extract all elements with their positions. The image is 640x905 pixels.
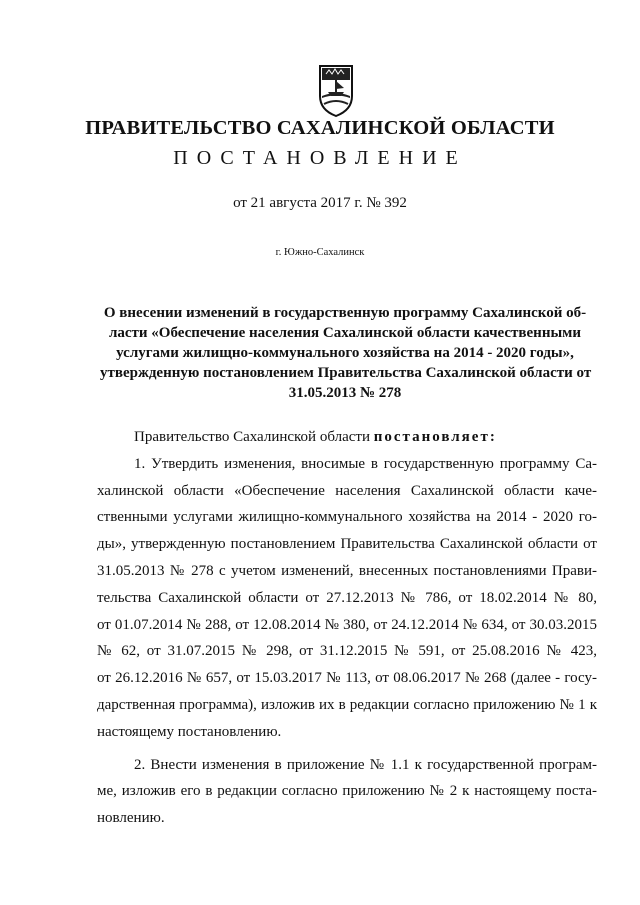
subject-line: О внесении изменений в государственную программу Сахалинской об- bbox=[103, 305, 587, 321]
item1-line: от 26.12.2016 № 657, от 15.03.2017 № 113, от 08.06.2017 № 268 (далее - госу- bbox=[97, 670, 597, 687]
document-type: ПОСТАНОВЛЕНИЕ bbox=[173, 147, 467, 169]
item1-line: 1. Утвердить изменения, вносимые в государственную программу Са- bbox=[134, 455, 597, 472]
document-date-number: от 21 августа 2017 г. № 392 bbox=[233, 195, 407, 211]
item1-line: ды», утвержденную постановлением Правительства Сахалинской области от bbox=[97, 536, 597, 553]
subject-line: 31.05.2013 № 278 bbox=[288, 385, 402, 401]
item1-line: тельства Сахалинской области от 27.12.2013 № 786, от 18.02.2014 № 80, bbox=[97, 589, 597, 606]
document-body bbox=[97, 424, 597, 832]
document-subject bbox=[100, 303, 590, 403]
preamble-emphasis: постановляет: bbox=[373, 429, 497, 445]
item2-line: ме, изложив его в редакции согласно приложению № 2 к настоящему поста- bbox=[97, 783, 597, 800]
item2-line: 2. Внести изменения в приложение № 1.1 к государственной програм- bbox=[134, 756, 597, 773]
document-city: г. Южно-Сахалинск bbox=[275, 247, 365, 258]
item1-line: от 01.07.2014 № 288, от 12.08.2014 № 380, от 24.12.2014 № 634, от 30.03.2015 bbox=[97, 616, 597, 633]
sakhalin-coat-of-arms-icon bbox=[318, 60, 354, 118]
item1-line: ственными услугами жилищно-коммунального хозяйства на 2014 - 2020 го- bbox=[97, 509, 597, 526]
item1-line: 31.05.2013 № 278 с учетом изменений, внесенных постановлениями Прави- bbox=[97, 562, 597, 579]
preamble-text: Правительство Сахалинской области bbox=[134, 429, 374, 445]
item1-line: настоящему постановлению. bbox=[97, 723, 282, 740]
subject-line: ласти «Обеспечение населения Сахалинской области качественными bbox=[108, 325, 582, 341]
item2-line: новлению. bbox=[97, 810, 165, 827]
government-title: ПРАВИТЕЛЬСТВО САХАЛИНСКОЙ ОБЛАСТИ bbox=[85, 117, 555, 139]
item1-line: № 62, от 31.07.2015 № 298, от 31.12.2015 № 591, от 25.08.2016 № 423, bbox=[97, 643, 597, 660]
subject-line: услугами жилищно-коммунального хозяйства на 2014 - 2020 годы», bbox=[116, 345, 574, 361]
preamble bbox=[97, 424, 597, 451]
item1-line: халинской области «Обеспечение населения Сахалинской области каче- bbox=[97, 482, 597, 499]
subject-line: утвержденную постановлением Правительства Сахалинской области от bbox=[100, 365, 592, 381]
item1-line: дарственная программа), изложив их в редакции согласно приложению № 1 к bbox=[97, 696, 597, 713]
